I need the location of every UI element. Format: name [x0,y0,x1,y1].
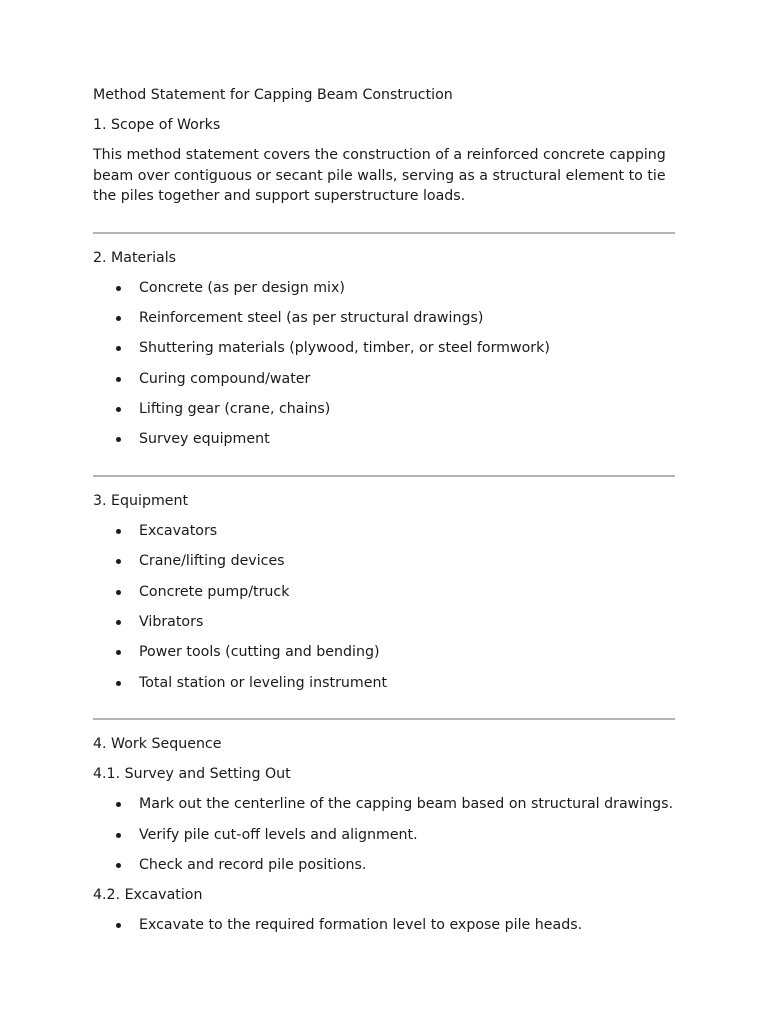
list-item [93,278,675,298]
bullet-icon [116,681,121,686]
bullet-icon [116,286,121,291]
bullet-icon [116,437,121,442]
survey-list [93,794,675,875]
list-item [93,338,675,358]
bullet-icon [116,802,121,807]
list-item [93,399,675,419]
list-item-text: Power tools (cutting and bending) [139,644,380,661]
list-item-text: Crane/lifting devices [139,553,285,570]
section-heading-work-sequence: 4. Work Sequence [93,736,222,753]
bullet-icon [116,863,121,868]
list-item [93,642,675,662]
bullet-icon [116,590,121,595]
list-item [93,855,675,875]
excavation-list [93,915,675,935]
materials-list [93,278,675,450]
list-item-text: Excavators [139,522,218,539]
subsection-heading-excavation: 4.2. Excavation [93,887,203,904]
equipment-list [93,521,675,693]
list-item-text: Reinforcement steel (as per structural drawings) [139,309,484,326]
list-item [93,825,675,845]
bullet-icon [116,377,121,382]
list-item-text: Survey equipment [139,431,270,448]
list-item [93,673,675,693]
list-item-text: Curing compound/water [139,370,311,387]
list-item-text: Concrete pump/truck [139,583,290,600]
bullet-icon [116,529,121,534]
section-heading-materials: 2. Materials [93,249,177,266]
list-item-text: Lifting gear (crane, chains) [139,401,331,418]
list-item [93,915,675,935]
list-item [93,794,675,814]
bullet-icon [116,407,121,412]
section-heading-equipment: 3. Equipment [93,492,189,509]
subsection-heading-survey: 4.1. Survey and Setting Out [93,766,291,783]
list-item-text: Check and record pile positions. [139,856,367,873]
list-item [93,612,675,632]
document-title: Method Statement for Capping Beam Construction [93,87,453,103]
list-item-text: Concrete (as per design mix) [139,279,345,296]
section-heading-scope: 1. Scope of Works [93,117,221,133]
bullet-icon [116,559,121,564]
bullet-icon [116,923,121,928]
bullet-icon [116,316,121,321]
bullet-icon [116,833,121,838]
list-item [93,551,675,571]
list-item-text: Excavate to the required formation level to expose pile heads. [139,917,583,934]
bullet-icon [116,650,121,655]
list-item [93,369,675,389]
list-item [93,429,675,449]
scope-paragraph: This method statement covers the construction of a reinforced concrete capping beam over contiguous or secant pile walls, serving as a structural element to tie the piles together and support superstructure loads. [93,147,666,204]
list-item [93,308,675,328]
list-item-text: Shuttering materials (plywood, timber, or steel formwork) [139,340,550,357]
list-item-text: Total station or leveling instrument [139,674,388,691]
document-page [93,85,675,946]
list-item-text: Verify pile cut-off levels and alignment. [139,826,418,843]
list-item [93,521,675,541]
bullet-icon [116,620,121,625]
bullet-icon [116,346,121,351]
list-item-text: Vibrators [139,614,204,631]
list-item [93,582,675,602]
list-item-text: Mark out the centerline of the capping beam based on structural drawings. [139,796,674,813]
